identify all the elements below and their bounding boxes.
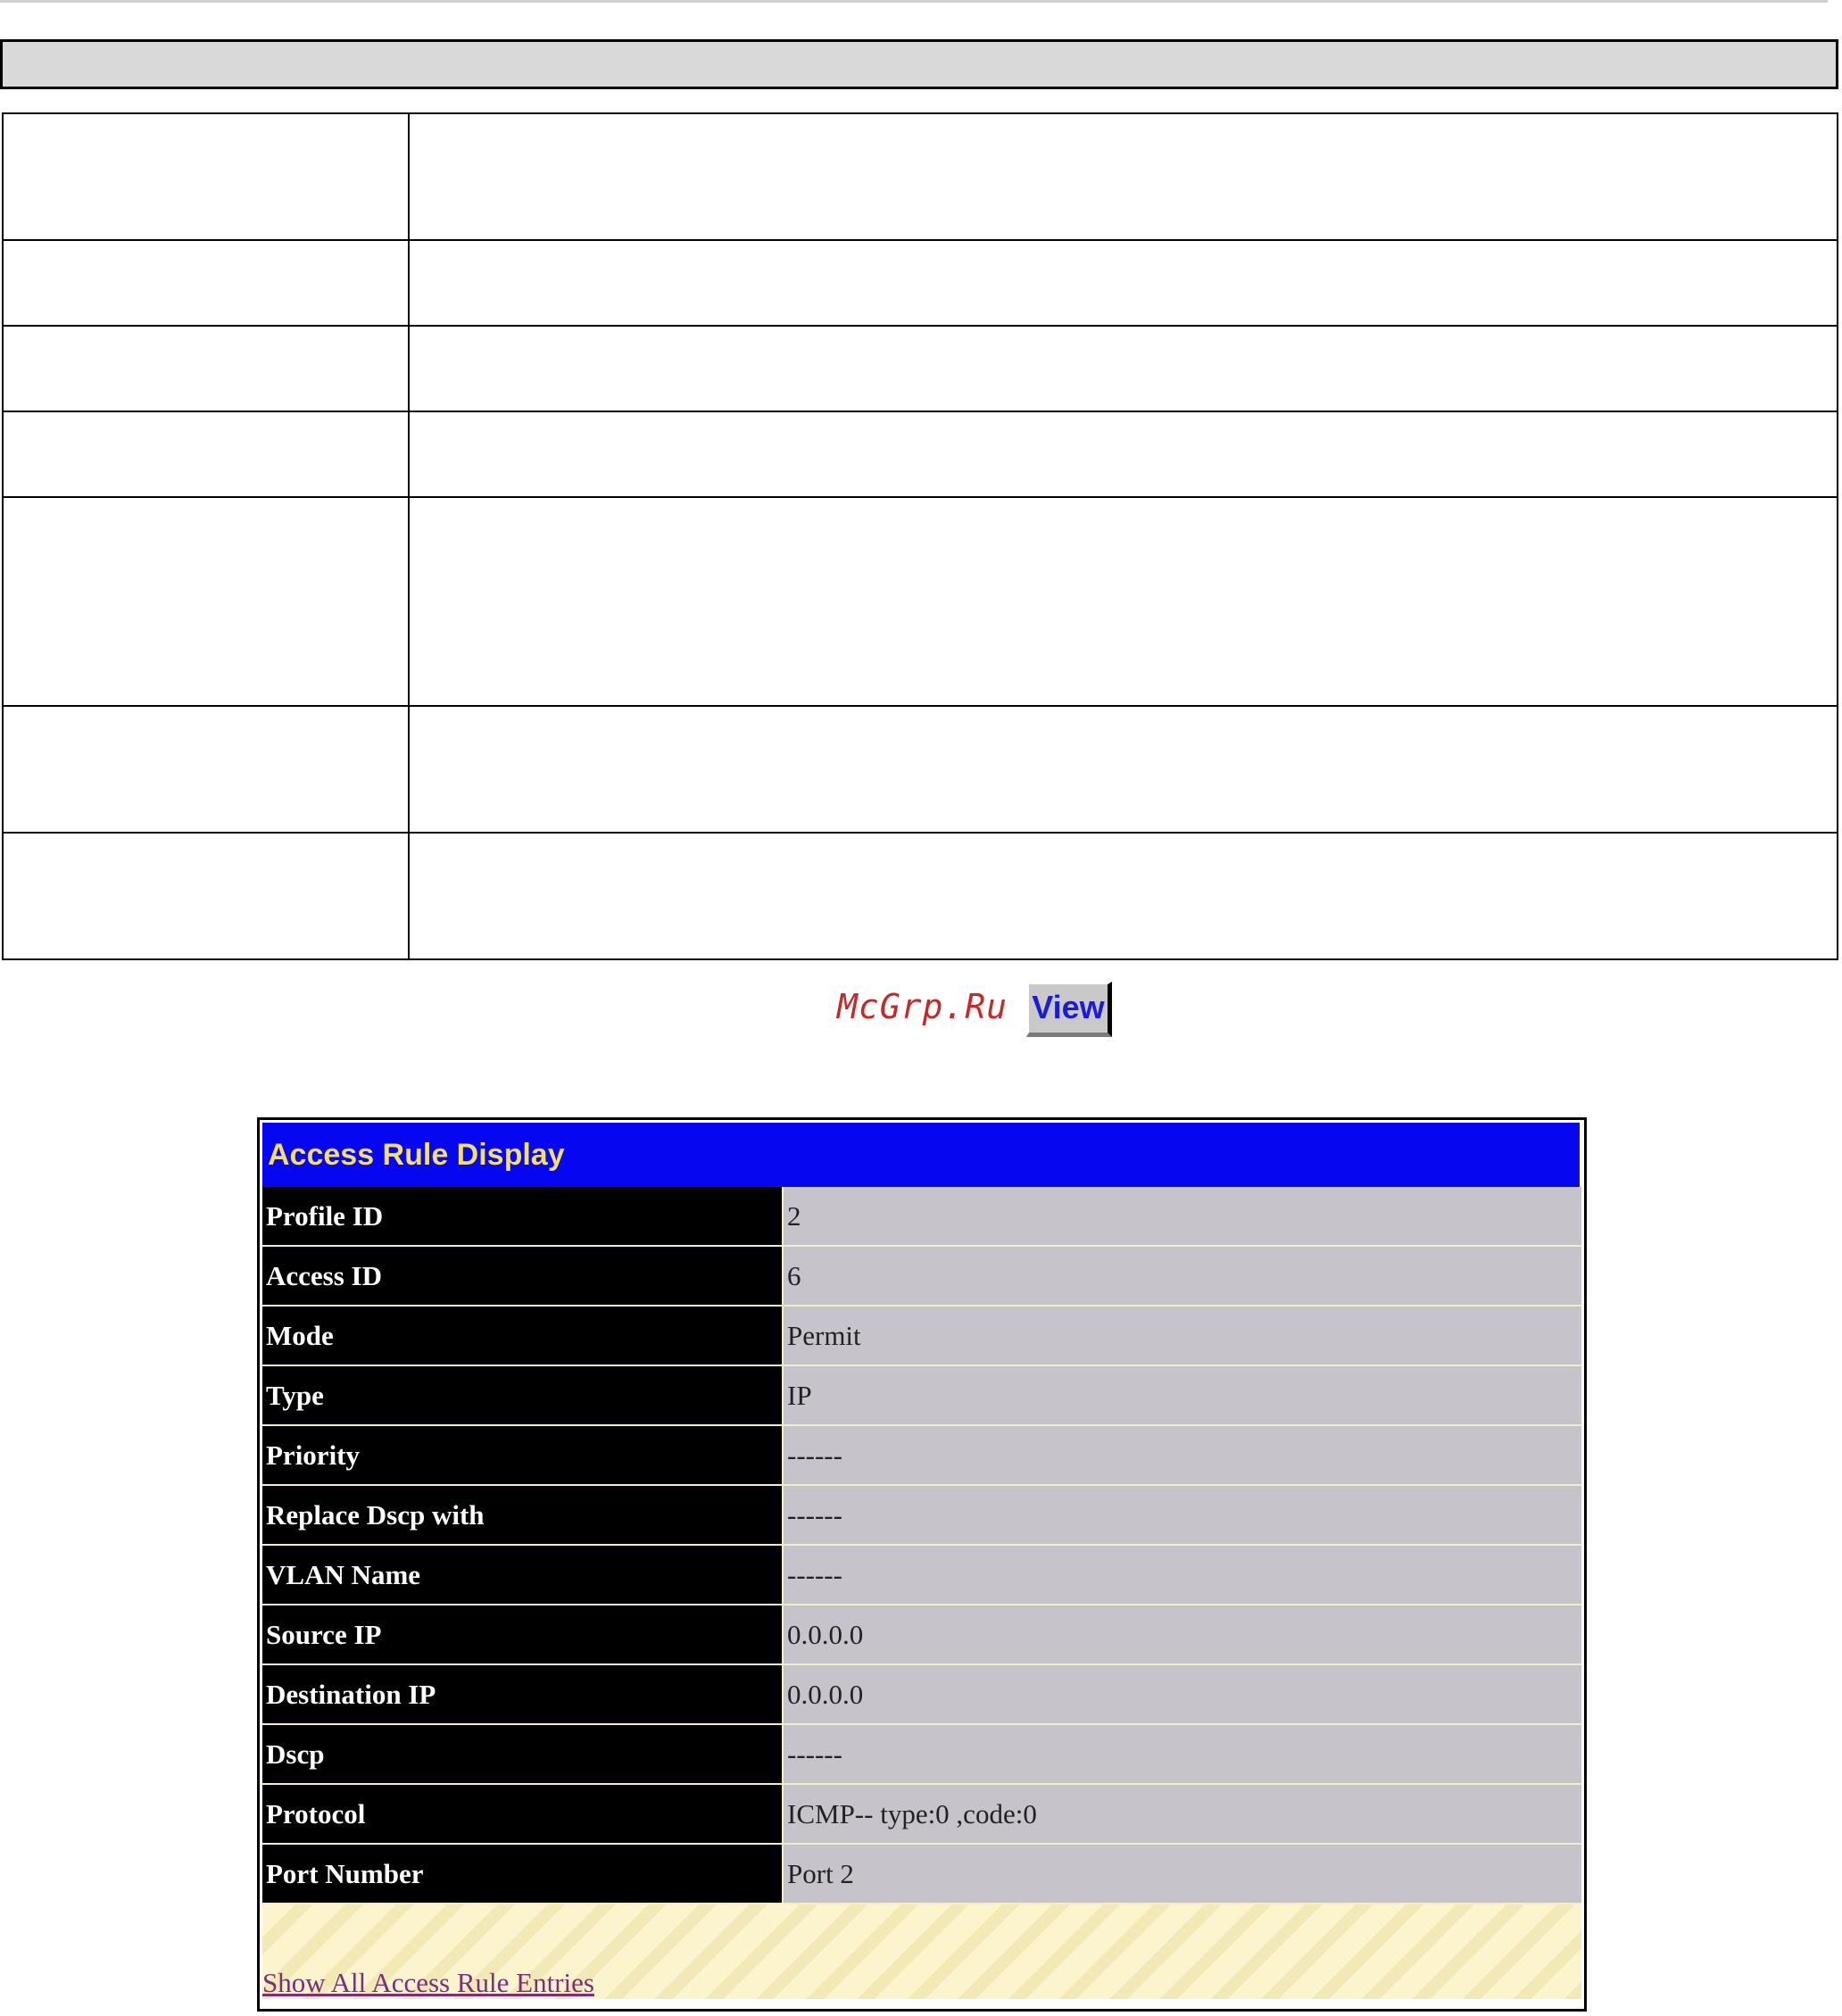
row-label: Replace Dscp with — [262, 1486, 784, 1544]
row-label: Port Number — [262, 1845, 784, 1903]
table-row — [3, 113, 1838, 240]
param-name-cell — [3, 706, 409, 833]
param-name-cell — [3, 113, 409, 240]
table-row — [262, 1845, 1581, 1904]
row-value: 2 — [784, 1187, 1581, 1245]
row-value: 6 — [784, 1247, 1581, 1305]
table-row — [262, 1307, 1581, 1366]
table-row — [262, 1546, 1581, 1605]
table-row — [262, 1725, 1581, 1785]
param-desc-cell — [409, 113, 1838, 240]
panel-title: Access Rule Display — [262, 1123, 1580, 1187]
row-label: Source IP — [262, 1605, 784, 1663]
row-label: Protocol — [262, 1785, 784, 1843]
table-row — [3, 497, 1838, 706]
view-button[interactable]: View — [1026, 982, 1112, 1037]
row-label: Profile ID — [262, 1187, 784, 1245]
param-name-cell — [3, 833, 409, 959]
table-row — [262, 1605, 1581, 1665]
row-value: IP — [784, 1366, 1581, 1424]
row-value: ------ — [784, 1546, 1581, 1604]
row-label: Priority — [262, 1426, 784, 1484]
access-rule-display-panel — [257, 1117, 1587, 2012]
row-value: ------ — [784, 1426, 1581, 1484]
param-desc-cell — [409, 497, 1838, 706]
table-row — [3, 240, 1838, 326]
parameter-table — [2, 112, 1838, 960]
row-value: 0.0.0.0 — [784, 1665, 1581, 1723]
table-row — [262, 1486, 1581, 1546]
row-value: ------ — [784, 1725, 1581, 1783]
table-row — [3, 411, 1838, 497]
param-name-cell — [3, 497, 409, 706]
param-desc-cell — [409, 240, 1838, 326]
table-row — [262, 1366, 1581, 1426]
table-row — [262, 1247, 1581, 1307]
table-row — [262, 1426, 1581, 1486]
table-header-bar — [0, 39, 1838, 89]
row-label: Mode — [262, 1307, 784, 1365]
row-value: ------ — [784, 1486, 1581, 1544]
row-value: ICMP-- type:0 ,code:0 — [784, 1785, 1581, 1843]
table-row — [3, 326, 1838, 411]
param-desc-cell — [409, 833, 1838, 959]
show-all-access-rule-entries-link[interactable]: Show All Access Rule Entries — [262, 1967, 594, 1998]
row-value: Permit — [784, 1307, 1581, 1365]
row-value: Port 2 — [784, 1845, 1581, 1903]
row-label: Destination IP — [262, 1665, 784, 1723]
table-row — [262, 1187, 1581, 1247]
row-label: Type — [262, 1366, 784, 1424]
table-row — [3, 706, 1838, 833]
panel-footer — [262, 1904, 1581, 1999]
row-value: 0.0.0.0 — [784, 1605, 1581, 1663]
param-name-cell — [3, 240, 409, 326]
watermark-text: McGrp.Ru — [837, 987, 1008, 1026]
table-row — [262, 1785, 1581, 1845]
param-desc-cell — [409, 411, 1838, 497]
row-label: VLAN Name — [262, 1546, 784, 1604]
param-desc-cell — [409, 706, 1838, 833]
view-row — [0, 978, 1842, 1041]
row-label: Access ID — [262, 1247, 784, 1305]
param-name-cell — [3, 411, 409, 497]
table-row — [3, 833, 1838, 959]
param-name-cell — [3, 326, 409, 411]
table-row — [262, 1665, 1581, 1725]
param-desc-cell — [409, 326, 1838, 411]
top-divider — [0, 0, 1828, 3]
row-label: Dscp — [262, 1725, 784, 1783]
